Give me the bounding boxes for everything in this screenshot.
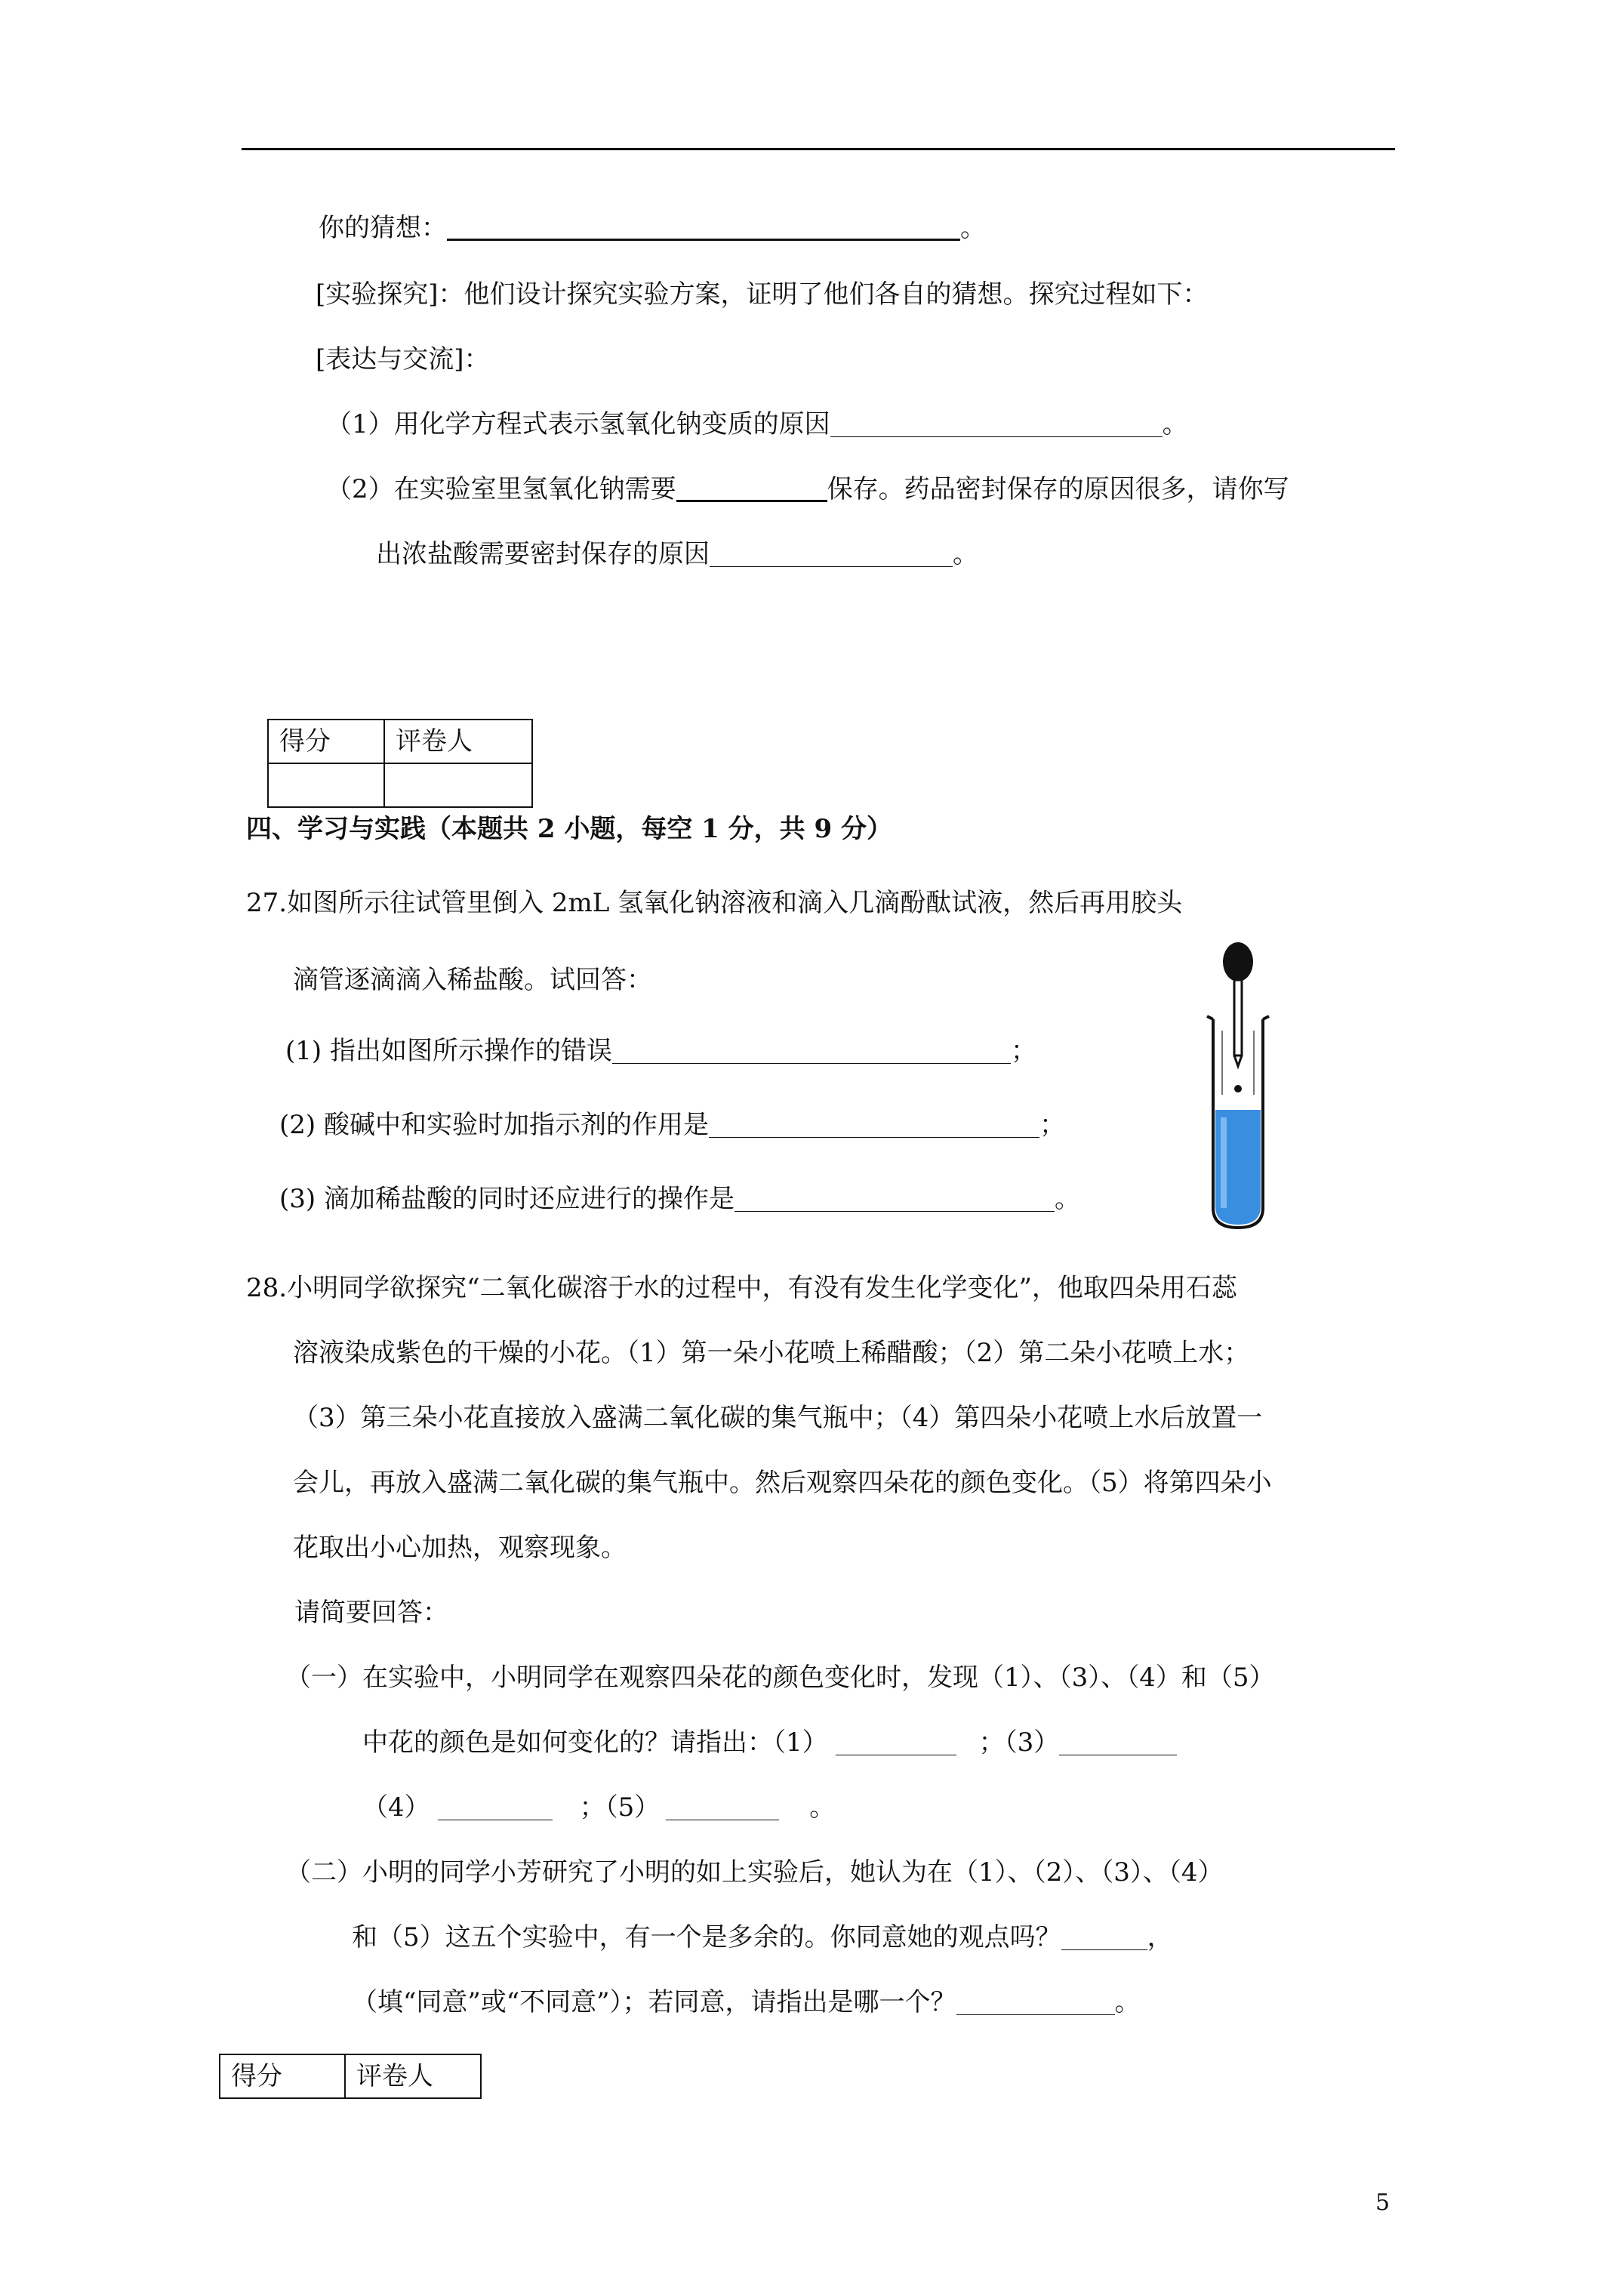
q28-p2-blank-2[interactable] bbox=[956, 1992, 1115, 2015]
grader-cell[interactable] bbox=[384, 763, 532, 807]
dropper-bulb-icon bbox=[1223, 942, 1253, 982]
grader-header: 评卷人 bbox=[384, 720, 532, 763]
q27-sub-3 bbox=[279, 1184, 1080, 1214]
drop-icon bbox=[1234, 1085, 1242, 1093]
q27-s3-blank[interactable] bbox=[735, 1188, 1055, 1212]
q27-s2-blank[interactable] bbox=[709, 1114, 1039, 1138]
q2-text-c: 出浓盐酸需要密封保存的原因 bbox=[376, 539, 710, 569]
q28-line-1: 28.小明同学欲探究“二氧化碳溶于水的过程中，有没有发生化学变化”，他取四朵用石蕊 bbox=[246, 1273, 1237, 1303]
q27-s1-end: ； bbox=[1010, 1036, 1036, 1066]
q28-part1-line-1: （一）在实验中，小明同学在观察四朵花的颜色变化时，发现（1）、（3）、（4）和（5） bbox=[285, 1663, 1275, 1693]
q27-s2-text: (2) 酸碱中和实验时加指示剂的作用是 bbox=[279, 1110, 709, 1140]
q28-line-2: 溶液染成紫色的干燥的小花。（1）第一朵小花喷上稀醋酸；（2）第二朵小花喷上水； bbox=[293, 1338, 1250, 1368]
q28-p2-text-a: 和（5）这五个实验中，有一个是多余的。你同意她的观点吗？ bbox=[352, 1922, 1061, 1952]
grader-header-2: 评卷人 bbox=[345, 2054, 481, 2098]
q28-line-4: 会儿，再放入盛满二氧化碳的集气瓶中。然后观察四朵花的颜色变化。（5）将第四朵小 bbox=[293, 1468, 1272, 1498]
score-table-2 bbox=[219, 2054, 482, 2099]
q2-end: 。 bbox=[953, 539, 978, 569]
q27-s3-text: (3) 滴加稀盐酸的同时还应进行的操作是 bbox=[279, 1184, 735, 1214]
q2-line-1 bbox=[326, 474, 1289, 504]
q1-line bbox=[326, 409, 1188, 439]
q27-line-1: 27.如图所示往试管里倒入 2mL 氢氧化钠溶液和滴入几滴酚酞试液，然后再用胶头 bbox=[246, 888, 1183, 918]
q27-sub-2 bbox=[279, 1110, 1065, 1140]
guess-label: 你的猜想： bbox=[319, 213, 447, 243]
q28-p1-text-d: ；（5） bbox=[579, 1792, 661, 1823]
q28-part1-line-3 bbox=[362, 1792, 835, 1823]
q28-p1-text-a: 中花的颜色是如何变化的？请指出：（1） bbox=[362, 1727, 828, 1758]
experiment-text: [实验探究]：他们设计探究实验方案，证明了他们各自的猜想。探究过程如下： bbox=[316, 279, 1209, 310]
q27-s1-text: (1) 指出如图所示操作的错误 bbox=[285, 1036, 612, 1066]
dropper-glass-icon bbox=[1234, 980, 1242, 1056]
q28-line-3: （3）第三朵小花直接放入盛满二氧化碳的集气瓶中；（4）第四朵小花喷上水后放置一 bbox=[293, 1403, 1263, 1433]
q2-blank-2[interactable] bbox=[710, 544, 953, 567]
q28-part2-line-2 bbox=[352, 1922, 1173, 1952]
q28-part2-line-1: （二）小明的同学小芳研究了小明的如上实验后，她认为在（1）、（2）、（3）、（4） bbox=[285, 1857, 1224, 1888]
q27-s1-blank[interactable] bbox=[612, 1040, 1011, 1064]
header-rule bbox=[242, 148, 1395, 150]
q28-p1-blank-4[interactable] bbox=[438, 1797, 553, 1820]
q27-s3-end: 。 bbox=[1054, 1184, 1080, 1214]
q27-s2-end: ； bbox=[1039, 1110, 1065, 1140]
q28-p2-text-c: （填“同意”或“不同意”）；若同意，请指出是哪一个？ bbox=[352, 1987, 956, 2017]
score-cell[interactable] bbox=[268, 763, 384, 807]
q27-sub-1 bbox=[285, 1036, 1036, 1066]
test-tube-dropper-icon bbox=[1196, 936, 1280, 1238]
page-number: 5 bbox=[1375, 2190, 1390, 2216]
q27-line-2: 滴管逐滴滴入稀盐酸。试回答： bbox=[293, 965, 652, 995]
q1-blank[interactable] bbox=[830, 414, 1163, 437]
score-table-1 bbox=[267, 719, 533, 808]
q28-p1-blank-1[interactable] bbox=[836, 1732, 956, 1755]
score-header-2: 得分 bbox=[220, 2054, 345, 2098]
q2-text-b: 保存。药品密封保存的原因很多，请你写 bbox=[827, 474, 1289, 504]
q1-text: （1）用化学方程式表示氢氧化钠变质的原因 bbox=[326, 409, 830, 439]
q2-blank-1[interactable] bbox=[676, 477, 827, 502]
q28-p2-end: 。 bbox=[1114, 1987, 1141, 2017]
q28-p1-text-b: ；（3） bbox=[978, 1727, 1060, 1758]
q28-line-5: 花取出小心加热，观察现象。 bbox=[293, 1533, 627, 1563]
q28-p2-blank-1[interactable] bbox=[1061, 1927, 1147, 1950]
q28-part1-line-2 bbox=[362, 1727, 1177, 1758]
q1-end: 。 bbox=[1162, 409, 1188, 439]
express-heading: [表达与交流]： bbox=[316, 344, 490, 374]
q28-p1-blank-3[interactable] bbox=[1059, 1732, 1177, 1755]
guess-blank[interactable] bbox=[447, 216, 960, 241]
q28-p1-text-c: （4） bbox=[362, 1792, 430, 1823]
section-4-heading: 四、学习与实践（本题共 2 小题，每空 1 分，共 9 分） bbox=[246, 814, 892, 844]
q2-text-a: （2）在实验室里氢氧化钠需要 bbox=[326, 474, 676, 504]
q2-line-2 bbox=[376, 539, 978, 569]
q28-p2-text-b: ， bbox=[1147, 1922, 1173, 1952]
q28-p1-end: 。 bbox=[809, 1792, 836, 1823]
score-header: 得分 bbox=[268, 720, 384, 763]
q28-p1-blank-5[interactable] bbox=[666, 1797, 779, 1820]
q28-prompt: 请简要回答： bbox=[294, 1598, 448, 1628]
guess-line bbox=[319, 213, 986, 243]
q28-part2-line-3 bbox=[352, 1987, 1141, 2017]
guess-end: 。 bbox=[960, 213, 986, 243]
